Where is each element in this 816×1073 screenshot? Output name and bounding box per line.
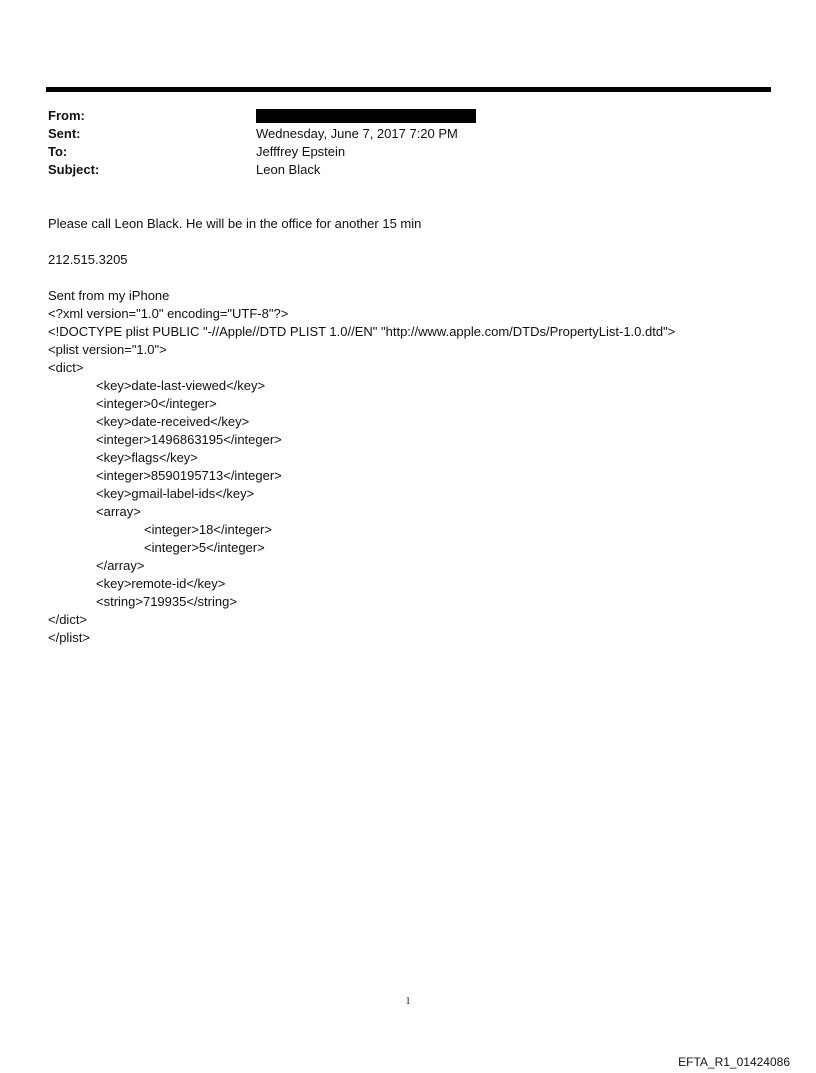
plist-line: <?xml version="1.0" encoding="UTF-8"?> — [48, 306, 289, 321]
plist-line: <integer>18</integer> — [144, 522, 272, 537]
plist-line: <integer>5</integer> — [144, 540, 265, 555]
plist-line: <!DOCTYPE plist PUBLIC "-//Apple//DTD PLIST 1.0//EN" "http://www.apple.com/DTDs/PropertyList-1.0.dtd"> — [48, 324, 676, 339]
page-number: 1 — [405, 996, 411, 1007]
sent-label: Sent: — [48, 126, 81, 141]
plist-line: <key>date-received</key> — [96, 414, 250, 429]
subject-value: Leon Black — [256, 162, 321, 177]
header-rule — [46, 87, 771, 92]
plist-line: <key>flags</key> — [96, 450, 198, 465]
from-label: From: — [48, 108, 85, 123]
plist-line: </plist> — [48, 630, 90, 645]
redacted-sender — [256, 109, 476, 123]
message-text: Please call Leon Black. He will be in the office for another 15 min — [48, 216, 422, 231]
plist-line: <string>719935</string> — [96, 594, 237, 609]
plist-line: <integer>0</integer> — [96, 396, 217, 411]
phone-number: 212.515.3205 — [48, 252, 128, 267]
subject-label: Subject: — [48, 162, 100, 177]
plist-line: <dict> — [48, 360, 84, 375]
plist-line: </dict> — [48, 612, 88, 627]
plist-line: </array> — [96, 558, 145, 573]
plist-line: <integer>1496863195</integer> — [96, 432, 282, 447]
plist-line: <integer>8590195713</integer> — [96, 468, 282, 483]
plist-line: <key>gmail-label-ids</key> — [96, 486, 255, 501]
document-id: EFTA_R1_01424086 — [678, 1055, 790, 1069]
to-label: To: — [48, 144, 68, 159]
to-value: Jefffrey Epstein — [256, 144, 346, 159]
plist-line: <plist version="1.0"> — [48, 342, 167, 357]
plist-line: <key>date-last-viewed</key> — [96, 378, 266, 393]
plist-line: <array> — [96, 504, 141, 519]
signature: Sent from my iPhone — [48, 288, 170, 303]
plist-line: <key>remote-id</key> — [96, 576, 226, 591]
sent-value: Wednesday, June 7, 2017 7:20 PM — [256, 126, 458, 141]
